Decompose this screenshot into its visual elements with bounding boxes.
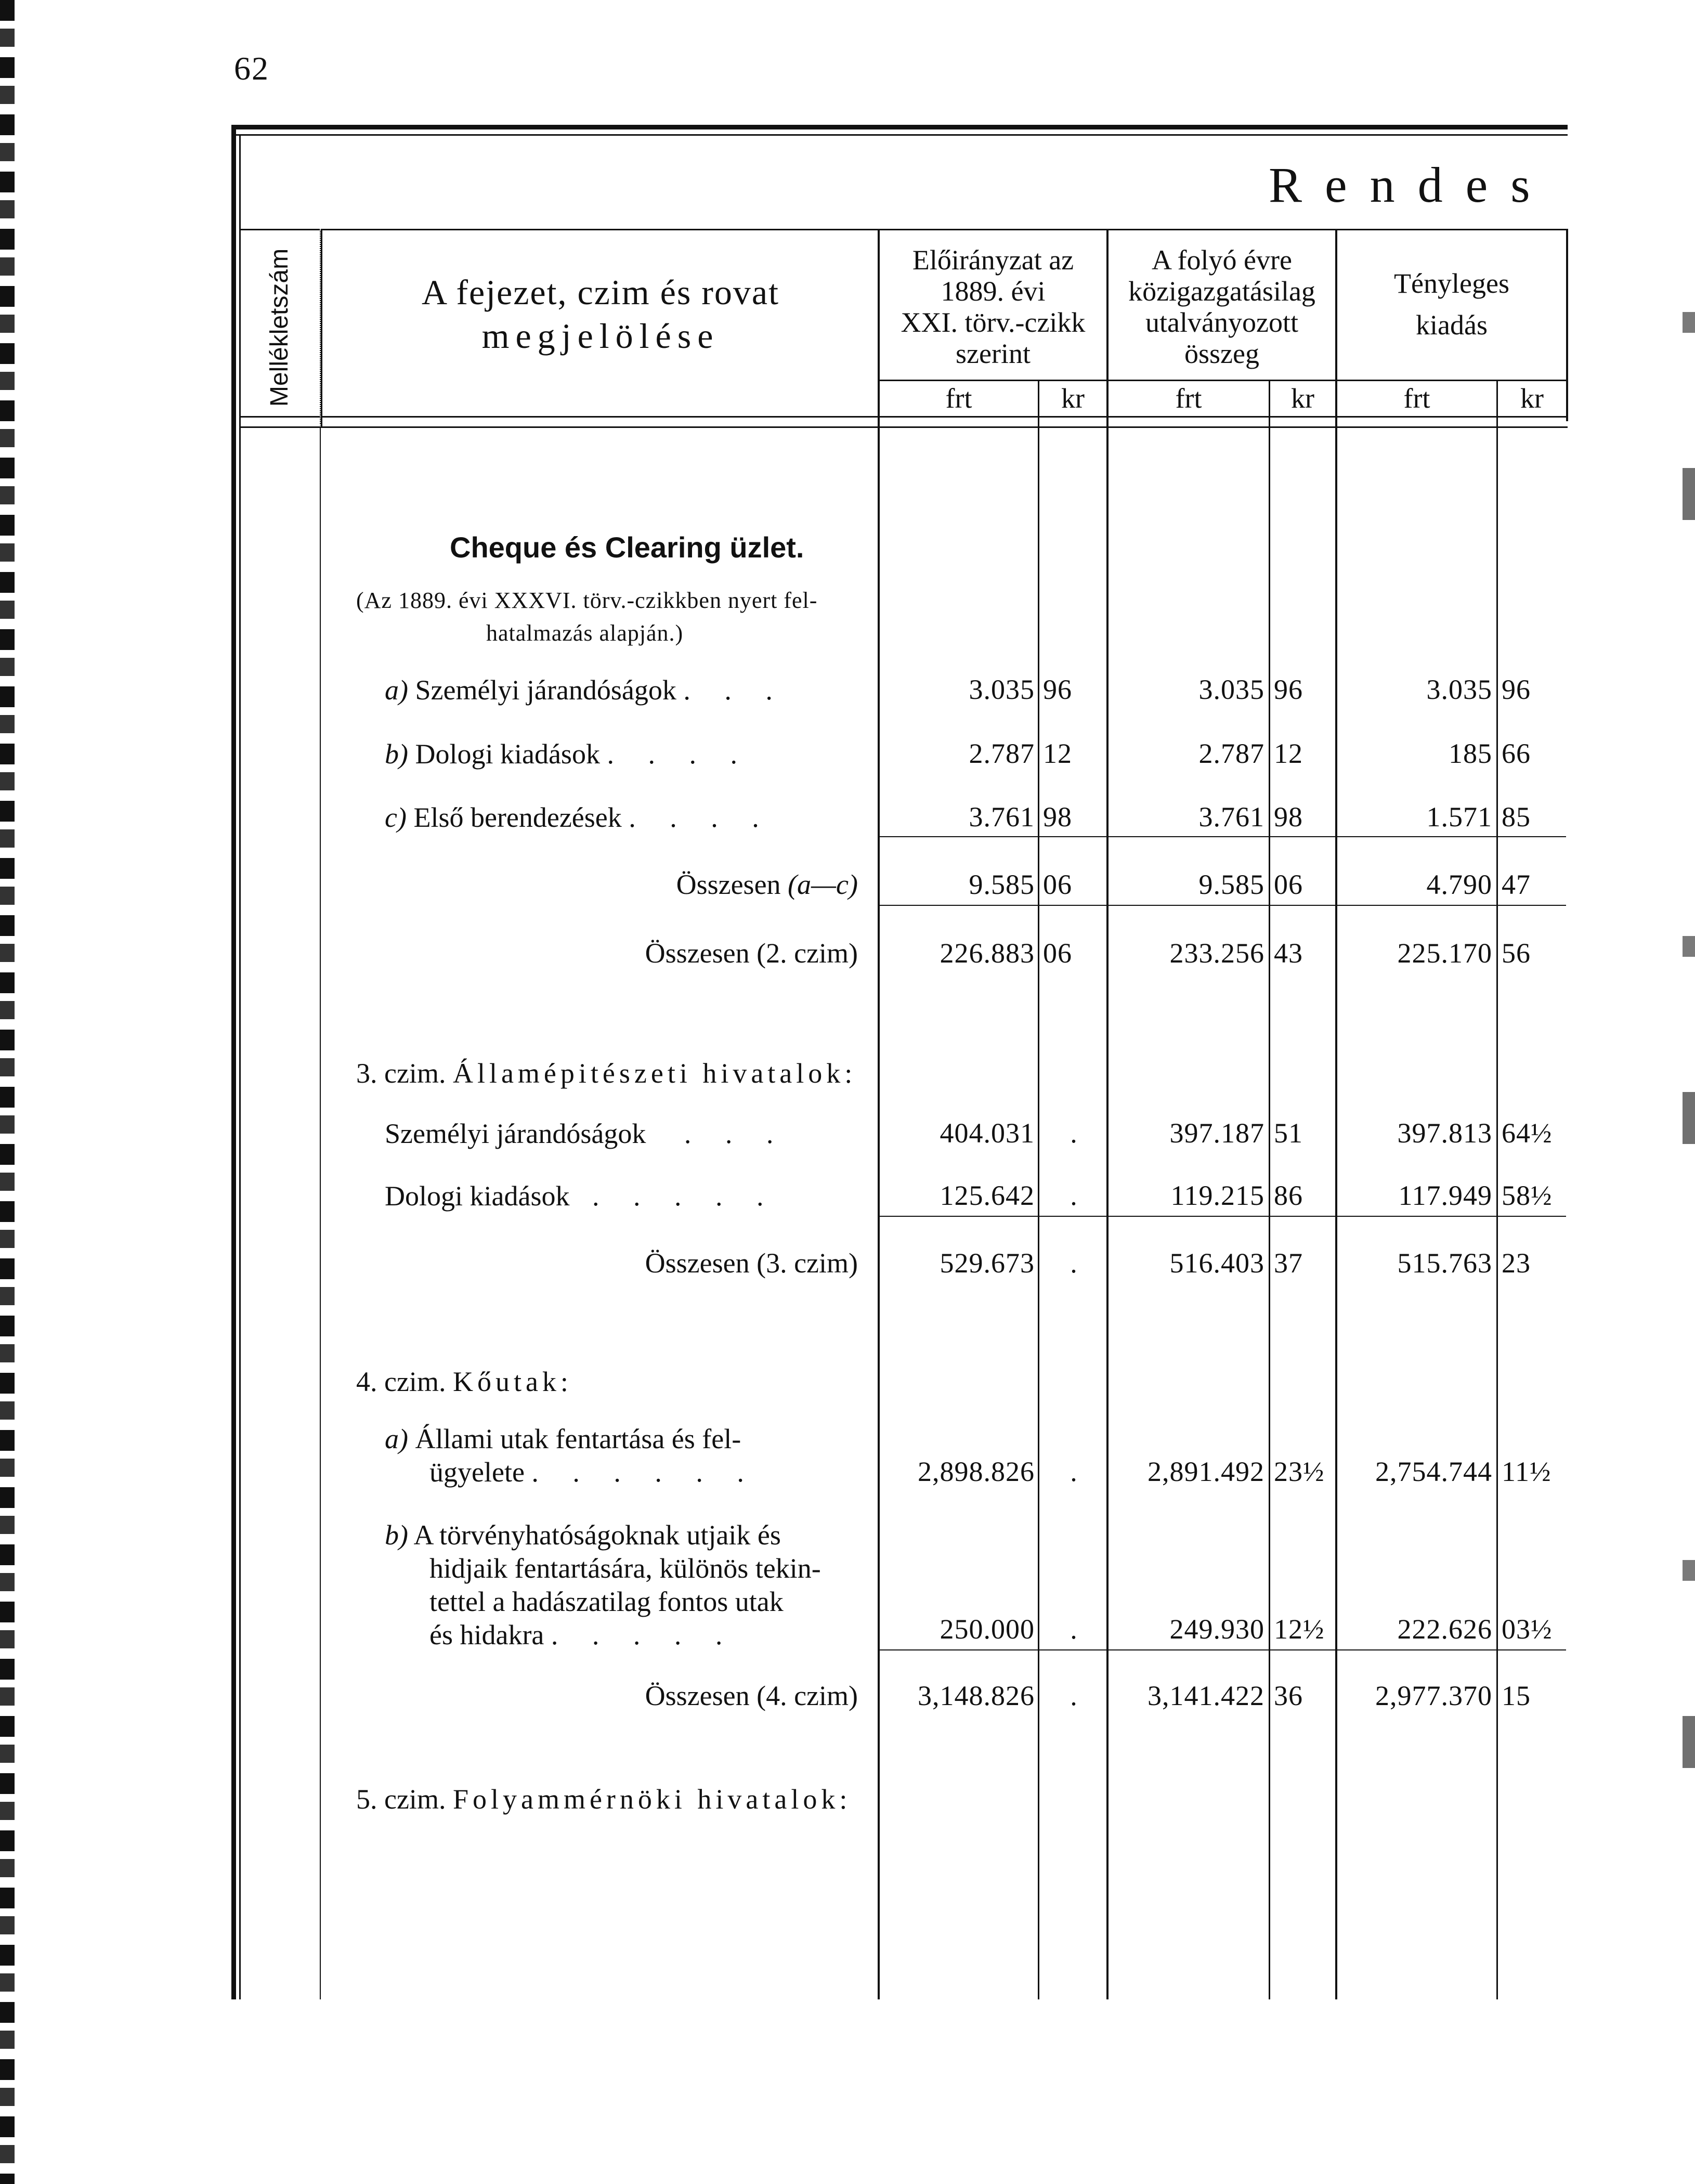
cell-kr: 12½ bbox=[1274, 1614, 1325, 1645]
col-sep-right bbox=[1566, 229, 1568, 421]
cell-kr: 23½ bbox=[1274, 1456, 1325, 1487]
cell-frt: 117.949 bbox=[1398, 1180, 1492, 1211]
cell-frt: 249.930 bbox=[1169, 1614, 1264, 1645]
row-label-text: és hidakra bbox=[429, 1619, 544, 1650]
row-letter: c) bbox=[385, 802, 407, 833]
row-label bbox=[385, 1117, 787, 1150]
row-leader: . . . . . bbox=[551, 1619, 736, 1650]
row-label bbox=[385, 737, 751, 771]
row-leader: . . . . bbox=[607, 738, 751, 770]
frame-left-line-thin bbox=[239, 134, 241, 1999]
cell-kr: . bbox=[1070, 1680, 1077, 1711]
cell-frt: 125.642 bbox=[940, 1180, 1035, 1211]
mellekletszam-header: Mellékletszám bbox=[266, 248, 293, 407]
col3-unit-kr: kr bbox=[1520, 383, 1544, 414]
section-title-cheque: Cheque és Clearing üzlet. bbox=[450, 531, 804, 564]
cell-kr: 66 bbox=[1502, 738, 1531, 769]
row-label-multiline bbox=[385, 1422, 863, 1489]
row-leader: . . . . . . bbox=[531, 1457, 758, 1488]
cell-kr: . bbox=[1070, 1180, 1077, 1211]
row-letter: b) bbox=[385, 738, 408, 770]
row-line bbox=[385, 1422, 863, 1455]
sum-rule bbox=[880, 836, 1566, 837]
col3-header bbox=[1337, 263, 1566, 346]
col-sep-c2-kr bbox=[1269, 381, 1270, 1999]
body-left-line bbox=[320, 426, 321, 1999]
cell-kr: 11½ bbox=[1502, 1456, 1551, 1487]
col1-unit-kr: kr bbox=[1061, 383, 1085, 414]
cell-frt: 397.813 bbox=[1397, 1117, 1492, 1149]
cell-kr: 06 bbox=[1043, 869, 1072, 900]
header-unit-rule bbox=[879, 380, 1568, 381]
sum-rule bbox=[880, 1216, 1566, 1217]
section-number: 5. czim. bbox=[356, 1784, 453, 1815]
frame-top-line bbox=[231, 125, 1568, 129]
col1-unit-frt: frt bbox=[945, 383, 972, 414]
cell-frt: 250.000 bbox=[940, 1614, 1035, 1645]
section-note-line1: (Az 1889. évi XXXVI. törv.-czikkben nyert fel- bbox=[356, 588, 818, 613]
cell-frt: 3.035 bbox=[969, 674, 1035, 705]
cell-frt: 185 bbox=[1449, 738, 1492, 769]
row-line bbox=[385, 1455, 863, 1489]
cell-frt: 2,898.826 bbox=[918, 1456, 1035, 1487]
cell-frt: 3.035 bbox=[1198, 674, 1264, 705]
designation-header-line1: A fejezet, czim és rovat bbox=[421, 272, 780, 312]
cell-kr: 12 bbox=[1043, 738, 1072, 769]
row-label-text: ügyelete bbox=[429, 1457, 525, 1488]
row-label-text: Állami utak fentartása és fel- bbox=[415, 1423, 741, 1454]
col-sep-mellekletszam bbox=[320, 229, 322, 426]
cell-frt: 3.035 bbox=[1426, 674, 1492, 705]
cell-frt: 2,977.370 bbox=[1375, 1680, 1492, 1711]
section-title-4 bbox=[356, 1365, 572, 1398]
cell-frt: 2.787 bbox=[1198, 738, 1264, 769]
frame-top-line-thin bbox=[231, 134, 1568, 136]
col2-header bbox=[1109, 244, 1335, 369]
col2-unit-kr: kr bbox=[1291, 383, 1314, 414]
row-leader: . . . bbox=[684, 1118, 787, 1149]
row-leader: . . . . bbox=[629, 802, 773, 833]
sum-rule bbox=[880, 905, 1566, 906]
cell-kr: . bbox=[1070, 1456, 1077, 1487]
col2-header-line: utalványozott bbox=[1145, 307, 1298, 338]
sum-rule bbox=[880, 1649, 1566, 1650]
header-bottom-rule bbox=[239, 416, 1568, 418]
cell-frt: 119.215 bbox=[1170, 1180, 1264, 1211]
row-label-text: Személyi járandóságok bbox=[385, 1118, 646, 1149]
table-title: Rendes bbox=[1269, 157, 1553, 213]
cell-kr: 43 bbox=[1274, 938, 1303, 969]
row-label-text: A törvényhatóságoknak utjaik és bbox=[413, 1519, 781, 1551]
total-label bbox=[390, 868, 858, 901]
col1-header-line: Előirányzat az bbox=[912, 244, 1074, 276]
cell-frt: 3.761 bbox=[1198, 801, 1264, 833]
cell-frt: 529.673 bbox=[940, 1247, 1035, 1279]
row-label-text: Személyi járandóságok bbox=[415, 674, 676, 706]
cell-frt: 397.187 bbox=[1169, 1117, 1264, 1149]
row-label-text: tettel a hadászatilag fontos utak bbox=[429, 1586, 784, 1617]
cell-kr: 58½ bbox=[1502, 1180, 1553, 1211]
cell-frt: 226.883 bbox=[940, 938, 1035, 969]
row-label bbox=[385, 801, 773, 834]
scan-edge-left bbox=[0, 0, 15, 2184]
cell-frt: 222.626 bbox=[1397, 1614, 1492, 1645]
section-title-text: Kőutak: bbox=[452, 1366, 572, 1397]
col1-header-line: 1889. évi bbox=[941, 276, 1046, 307]
scan-edge-right bbox=[1683, 0, 1695, 2184]
cell-frt: 225.170 bbox=[1397, 938, 1492, 969]
cell-frt: 3,141.422 bbox=[1148, 1680, 1264, 1711]
cell-kr: 96 bbox=[1043, 674, 1072, 705]
col2-header-line: A folyó évre bbox=[1152, 244, 1292, 276]
cell-kr: 12 bbox=[1274, 738, 1303, 769]
row-line bbox=[385, 1618, 863, 1652]
col1-header-line: szerint bbox=[956, 338, 1031, 369]
cell-kr: 64½ bbox=[1502, 1117, 1553, 1149]
col2-header-line: összeg bbox=[1184, 338, 1259, 369]
col-sep-c2-c3 bbox=[1335, 229, 1337, 1999]
row-line bbox=[385, 1585, 863, 1618]
col2-unit-frt: frt bbox=[1175, 383, 1202, 414]
cell-kr: 47 bbox=[1502, 869, 1531, 900]
cell-frt: 4.790 bbox=[1426, 869, 1492, 900]
col2-header-line: közigazgatásilag bbox=[1128, 276, 1315, 307]
cell-frt: 9.585 bbox=[1198, 869, 1264, 900]
cell-kr: 98 bbox=[1274, 801, 1303, 833]
cell-kr: 96 bbox=[1274, 674, 1303, 705]
cell-kr: 86 bbox=[1274, 1180, 1303, 1211]
cell-frt: 2,754.744 bbox=[1375, 1456, 1492, 1487]
cell-kr: 23 bbox=[1502, 1247, 1531, 1279]
header-top-rule bbox=[239, 229, 1568, 230]
section-title-text: Folyammérnöki hivatalok: bbox=[452, 1784, 852, 1815]
cell-frt: 2,891.492 bbox=[1148, 1456, 1264, 1487]
cell-frt: 1.571 bbox=[1426, 801, 1492, 833]
row-label-multiline bbox=[385, 1518, 863, 1652]
cell-kr: 56 bbox=[1502, 938, 1531, 969]
section-number: 3. czim. bbox=[356, 1058, 453, 1089]
row-line bbox=[385, 1518, 863, 1552]
cell-kr: 15 bbox=[1502, 1680, 1531, 1711]
col1-header-line: XXI. törv.-czikk bbox=[901, 307, 1086, 338]
total-label-range: (a—c) bbox=[788, 869, 858, 900]
section-title-3 bbox=[356, 1057, 856, 1090]
col3-header-line: Tényleges bbox=[1394, 268, 1509, 299]
cell-kr: 06 bbox=[1043, 938, 1072, 969]
page-number: 62 bbox=[234, 50, 269, 87]
row-letter: a) bbox=[385, 674, 408, 706]
section-title-5 bbox=[356, 1783, 851, 1816]
col-sep-c1-c2 bbox=[1106, 229, 1109, 1999]
col3-header-line: kiadás bbox=[1416, 309, 1488, 341]
designation-header-line2: megjelölése bbox=[481, 316, 720, 356]
total-label: Összesen (2. czim) bbox=[645, 938, 858, 969]
cell-kr: 03½ bbox=[1502, 1614, 1553, 1645]
cell-kr: 51 bbox=[1274, 1117, 1303, 1149]
col3-unit-frt: frt bbox=[1403, 383, 1430, 414]
row-label bbox=[385, 1179, 777, 1213]
section-title-text: Államépitészeti hivatalok: bbox=[452, 1058, 857, 1089]
cell-frt: 515.763 bbox=[1397, 1247, 1492, 1279]
row-label-text: Első berendezések bbox=[413, 802, 622, 833]
col-sep-c3-kr bbox=[1496, 381, 1498, 1999]
cell-kr: 06 bbox=[1274, 869, 1303, 900]
frame-left-line bbox=[231, 125, 236, 1999]
row-label bbox=[385, 673, 786, 707]
header-bottom-rule2 bbox=[239, 426, 1568, 428]
designation-header bbox=[333, 270, 868, 358]
cell-kr: 96 bbox=[1502, 674, 1531, 705]
cell-frt: 9.585 bbox=[969, 869, 1035, 900]
cell-kr: . bbox=[1070, 1247, 1077, 1279]
row-letter: a) bbox=[385, 1423, 408, 1454]
total-label: Összesen (3. czim) bbox=[645, 1247, 858, 1279]
cell-frt: 3,148.826 bbox=[918, 1680, 1035, 1711]
cell-kr: . bbox=[1070, 1117, 1077, 1149]
cell-frt: 233.256 bbox=[1169, 938, 1264, 969]
cell-frt: 516.403 bbox=[1169, 1247, 1264, 1279]
row-letter: b) bbox=[385, 1519, 408, 1551]
cell-kr: 36 bbox=[1274, 1680, 1303, 1711]
col-sep-designation bbox=[878, 229, 880, 1999]
cell-kr: . bbox=[1070, 1614, 1077, 1645]
cell-kr: 85 bbox=[1502, 801, 1531, 833]
cell-kr: 37 bbox=[1274, 1247, 1303, 1279]
row-line bbox=[385, 1552, 863, 1585]
row-label-text: Dologi kiadások bbox=[385, 1180, 570, 1212]
row-label-text: hidjaik fentartására, különös tekin- bbox=[429, 1553, 821, 1584]
col1-header bbox=[880, 244, 1106, 369]
cell-kr: 98 bbox=[1043, 801, 1072, 833]
total-label: Összesen (4. czim) bbox=[645, 1680, 858, 1711]
cell-frt: 404.031 bbox=[940, 1117, 1035, 1149]
row-leader: . . . bbox=[683, 674, 786, 706]
total-label-text: Összesen bbox=[676, 869, 788, 900]
row-leader: . . . . . bbox=[592, 1180, 777, 1212]
row-label-text: Dologi kiadások bbox=[415, 738, 600, 770]
cell-frt: 3.761 bbox=[969, 801, 1035, 833]
section-number: 4. czim. bbox=[356, 1366, 453, 1397]
cell-frt: 2.787 bbox=[969, 738, 1035, 769]
section-note-line2: hatalmazás alapján.) bbox=[486, 620, 684, 646]
